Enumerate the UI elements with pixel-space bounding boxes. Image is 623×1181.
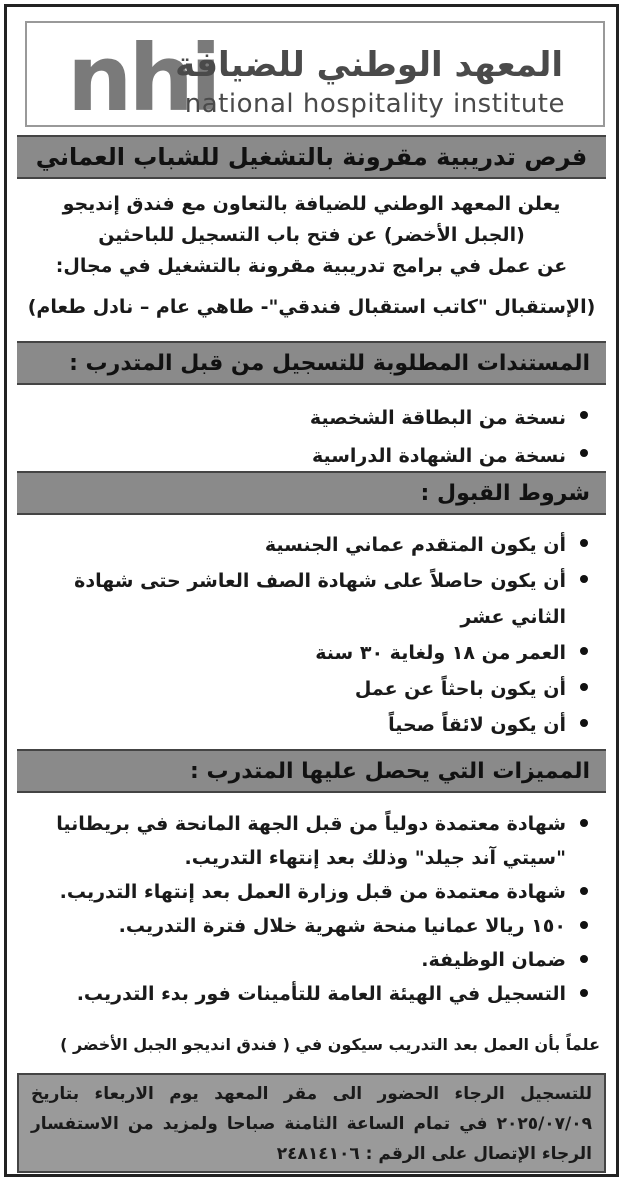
intro-text — [27, 189, 596, 323]
logo-arabic-name: المعهد الوطني للضيافة — [175, 45, 563, 85]
logo-mark-text: nhi — [67, 25, 218, 132]
documents-list — [21, 399, 592, 475]
benefits-list — [21, 807, 592, 1011]
benefits-heading: المميزات التي يحصل عليها المتدرب : — [190, 758, 590, 784]
list-item: ضمان الوظيفة. — [21, 943, 592, 977]
advertisement — [4, 4, 619, 1177]
list-item: التسجيل في الهيئة العامة للتأمينات فور بدء التدريب. — [21, 977, 592, 1011]
conditions-heading: شروط القبول : — [420, 480, 590, 506]
list-item: نسخة من البطاقة الشخصية — [21, 399, 592, 437]
conditions-list — [21, 527, 592, 743]
list-item: العمر من ١٨ ولغاية ٣٠ سنة — [21, 635, 592, 671]
documents-heading-banner — [17, 341, 606, 385]
page-title: فرص تدريبية مقرونة بالتشغيل للشباب العماني — [35, 143, 588, 171]
list-item: أن يكون لائقاً صحياً — [21, 707, 592, 743]
intro-line: عن عمل في برامج تدريبية مقرونة بالتشغيل في مجال: — [55, 255, 568, 277]
list-item: نسخة من الشهادة الدراسية — [21, 437, 592, 475]
conditions-heading-banner — [17, 471, 606, 515]
list-item: شهادة معتمدة دولياً من قبل الجهة المانحة في بريطانيا "سيتي آند جيلد" وذلك بعد إنتهاء التدريب. — [21, 807, 592, 875]
list-item: أن يكون باحثاً عن عمل — [21, 671, 592, 707]
logo-english-name: national hospitality institute — [184, 89, 565, 119]
list-item: ١٥٠ ريالا عمانيا منحة شهرية خلال فترة التدريب. — [21, 909, 592, 943]
benefits-heading-banner — [17, 749, 606, 793]
list-item: شهادة معتمدة من قبل وزارة العمل بعد إنتهاء التدريب. — [21, 875, 592, 909]
documents-heading: المستندات المطلوبة للتسجيل من قبل المتدرب : — [69, 350, 590, 376]
institute-logo — [25, 21, 605, 132]
intro-line: (الجبل الأخضر) عن فتح باب التسجيل للباحثين — [98, 224, 525, 246]
title-banner — [17, 135, 606, 179]
intro-line: يعلن المعهد الوطني للضيافة بالتعاون مع فندق إنديجو — [62, 193, 561, 215]
registration-info-box — [17, 1073, 606, 1173]
list-item: أن يكون المتقدم عماني الجنسية — [21, 527, 592, 563]
registration-info-text: للتسجيل الرجاء الحضور الى مقر المعهد يوم الاربعاء بتاريخ ٢٠٢٥/٠٧/٠٩ في تمام الساعة الثامنة صباحا ولمزيد من الاستفسار الرجاء الإتصال على الرقم : ٢٤٨١٤١٠٦ — [31, 1084, 592, 1164]
list-item: أن يكون حاصلاً على شهادة الصف العاشر حتى شهادة الثاني عشر — [21, 563, 592, 635]
employment-note: علماً بأن العمل بعد التدريب سيكون في ( فندق انديجو الجبل الأخضر ) — [60, 1035, 600, 1054]
intro-line: (الإستقبال "كاتب استقبال فندقي"- طاهي عام – نادل طعام) — [27, 296, 596, 318]
